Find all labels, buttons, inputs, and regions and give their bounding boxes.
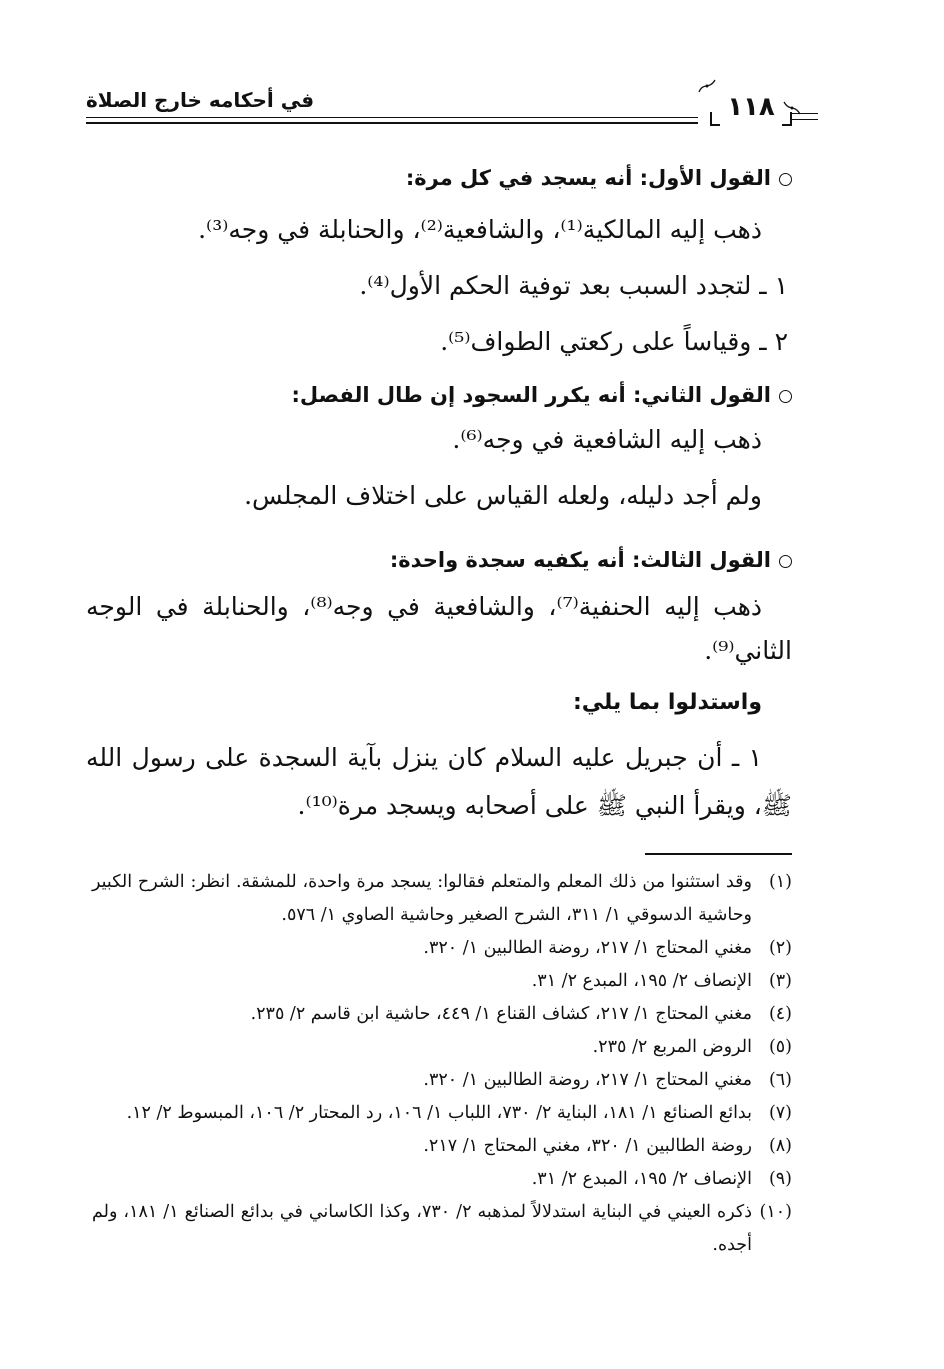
footnote-number: (٤) (768, 1004, 792, 1024)
header-rule-right-top (792, 113, 818, 114)
footnote-number: (٢) (768, 938, 792, 958)
footnote (92, 866, 792, 932)
footnote-text: الروض المربع ٢/ ٢٣٥. (592, 1037, 752, 1057)
footnote-number: (٩) (768, 1169, 792, 1189)
paragraph: ذهب إليه الشافعية في وجه⁽⁶⁾. (452, 425, 762, 454)
footnote-number: (١٠) (759, 1202, 792, 1222)
footnote-number: (٣) (768, 971, 792, 991)
section-second-body (86, 412, 792, 524)
header-rule-left-top (86, 117, 698, 118)
paragraph: ٢ ـ وقياساً على ركعتي الطواف⁽⁵⁾. (440, 327, 788, 356)
footnote-text: وقد استثنوا من ذلك المعلم والمتعلم فقالوا: يسجد مرة واحدة، للمشقة. انظر: الشرح الكبير وحاشية الدسوقي ١/ ٣١١، الشرح الصغير وحاشية الصاوي ١/ ٥٧٦. (92, 872, 752, 925)
footnote (92, 965, 792, 998)
footnote (92, 1196, 792, 1262)
section-third-body (86, 585, 792, 673)
footnote-number: (١) (768, 872, 792, 892)
footnote-separator (645, 853, 792, 855)
footnote-text: الإنصاف ٢/ ١٩٥، المبدع ٢/ ٣١. (531, 1169, 752, 1189)
section-heading: القول الثاني: أنه يكرر السجود إن طال الفصل: (86, 383, 792, 407)
paragraph: ولم أجد دليله، ولعله القياس على اختلاف المجلس. (244, 481, 762, 510)
footnotes (92, 866, 792, 1262)
footnote-text: مغني المحتاج ١/ ٢١٧، روضة الطالبين ١/ ٣٢٠. (423, 1070, 752, 1090)
paragraph: ذهب إليه المالكية⁽¹⁾، والشافعية⁽²⁾، والحنابلة في وجه⁽³⁾. (198, 215, 762, 244)
footnote-text: مغني المحتاج ١/ ٢١٧، روضة الطالبين ١/ ٣٢٠. (423, 938, 752, 958)
evidence-block (86, 734, 792, 830)
footnote (92, 932, 792, 965)
footnote-number: (٥) (768, 1037, 792, 1057)
footnote (92, 1163, 792, 1196)
running-header-title: في أحكامه خارج الصلاة (86, 88, 315, 112)
evidence-subheading-block (86, 690, 792, 715)
footnote-text: ذكره العيني في البناية استدلالاً لمذهبه ٢/ ٧٣٠، وكذا الكاساني في بدائع الصنائع ١/ ١٨١، ولم أجده. (92, 1202, 752, 1255)
section-first-body (86, 202, 792, 370)
footnote (92, 998, 792, 1031)
page-number: ١١٨ (727, 92, 775, 122)
page-number-box (712, 86, 790, 126)
section-third-opinion (86, 548, 792, 572)
section-second-opinion (86, 383, 792, 407)
section-first-opinion (86, 166, 792, 190)
footnote-text: الإنصاف ٢/ ١٩٥، المبدع ٢/ ٣١. (531, 971, 752, 991)
section-heading: القول الأول: أنه يسجد في كل مرة: (86, 166, 792, 190)
footnote-text: مغني المحتاج ١/ ٢١٧، كشاف القناع ١/ ٤٤٩، حاشية ابن قاسم ٢/ ٢٣٥. (250, 1004, 752, 1024)
footnote (92, 1130, 792, 1163)
evidence-subheading: واستدلوا بما يلي: (572, 690, 762, 715)
ornament-icon (697, 78, 717, 94)
evidence-paragraph: ١ ـ أن جبريل عليه السلام كان ينزل بآية السجدة على رسول الله ﷺ، ويقرأ النبي ﷺ على أصحابه ويسجد مرة⁽¹⁰⁾. (86, 743, 792, 820)
header-rule-left-bottom (86, 122, 698, 124)
footnote (92, 1097, 792, 1130)
section-heading: القول الثالث: أنه يكفيه سجدة واحدة: (86, 548, 792, 572)
footnote-text: روضة الطالبين ١/ ٣٢٠، مغني المحتاج ١/ ٢١٧. (423, 1136, 752, 1156)
paragraph: ذهب إليه الحنفية⁽⁷⁾، والشافعية في وجه⁽⁸⁾، والحنابلة في الوجه الثاني⁽⁹⁾. (86, 592, 792, 665)
header-rule-right-bottom (792, 119, 818, 120)
footnote-number: (٧) (768, 1103, 792, 1123)
footnote (92, 1031, 792, 1064)
circle-bullet-icon (779, 555, 792, 568)
footnote-text: بدائع الصنائع ١/ ١٨١، البناية ٢/ ٧٣٠، اللباب ١/ ١٠٦، رد المحتار ٢/ ١٠٦، المبسوط ٢/ ١٢. (126, 1103, 752, 1123)
paragraph: ١ ـ لتجدد السبب بعد توفية الحكم الأول⁽⁴⁾. (359, 271, 788, 300)
footnote-number: (٨) (768, 1136, 792, 1156)
footnote (92, 1064, 792, 1097)
footnote-number: (٦) (768, 1070, 792, 1090)
circle-bullet-icon (779, 173, 792, 186)
circle-bullet-icon (779, 390, 792, 403)
